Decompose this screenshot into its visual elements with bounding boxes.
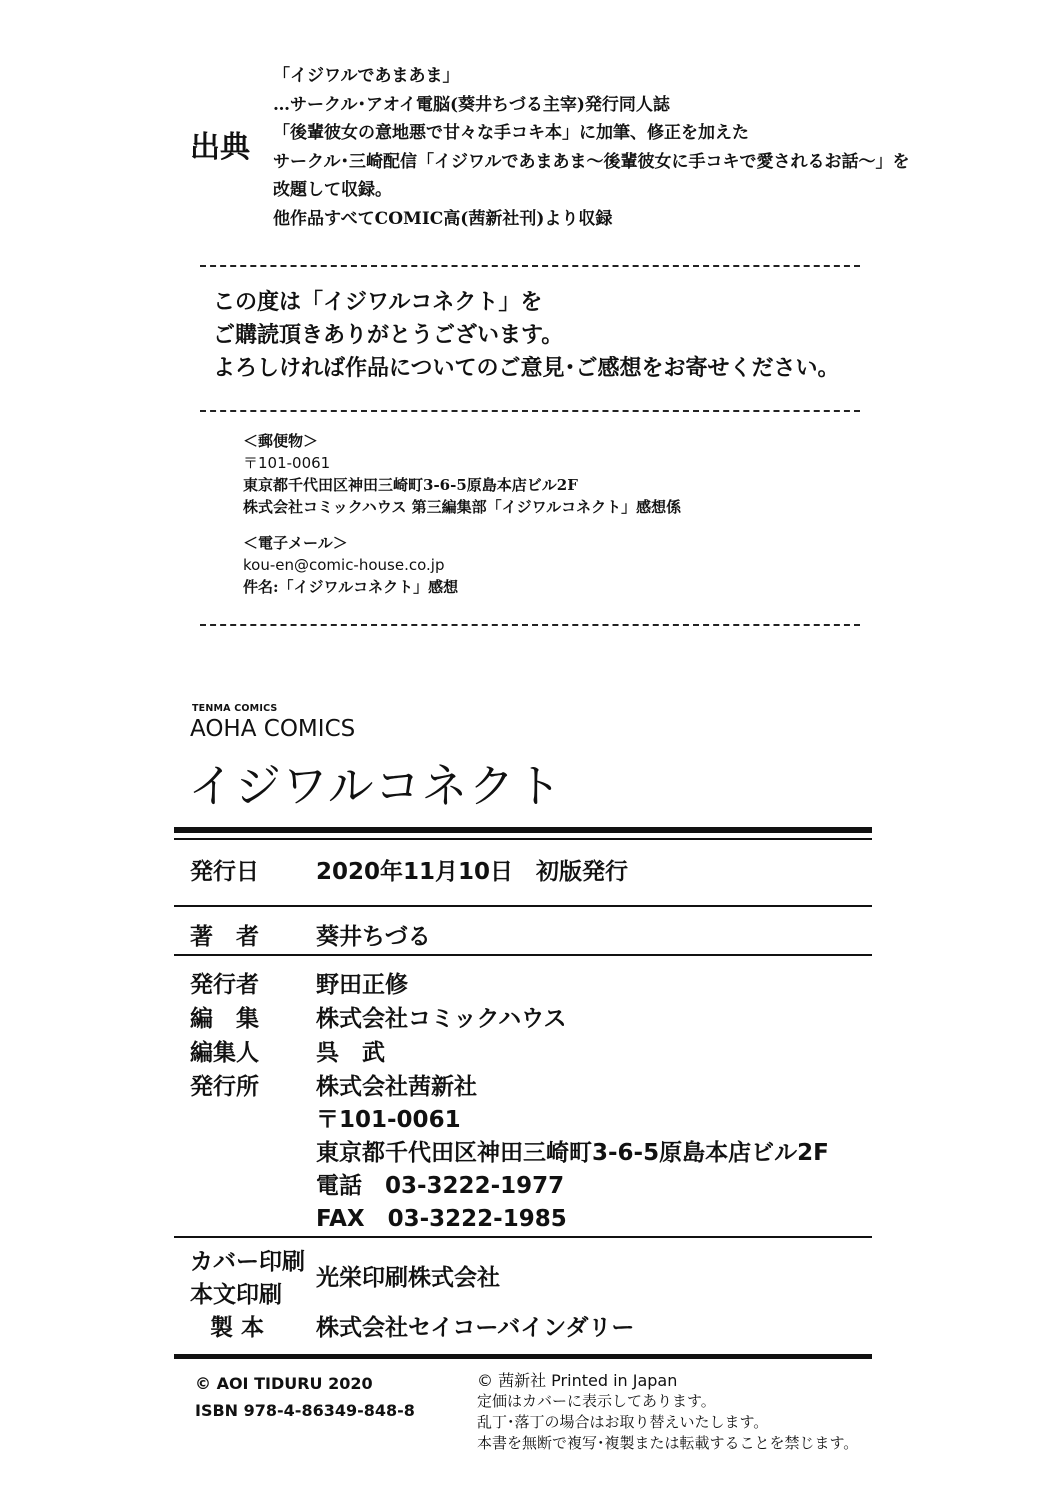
email-subject: 件名:「イジワルコネクト」感想 [243, 578, 459, 596]
colophon-publisher [190, 966, 408, 999]
footer-left [195, 1370, 415, 1424]
row-divider [174, 905, 872, 907]
author-key: 著 者 [190, 924, 259, 950]
colophon-publish-date [190, 853, 628, 886]
source-line: …サークル･アオイ電脳(葵井ちづる主宰)発行同人誌 [273, 94, 670, 115]
publisher-address: 東京都千代田区神田三崎町3-6-5原島本店ビル2F [316, 1140, 829, 1166]
colophon-editor [190, 1000, 566, 1033]
colophon-chief-editor [190, 1034, 385, 1067]
publish-date-value: 2020年11月10日 初版発行 [316, 859, 629, 885]
publisher-fax: FAX 03-3222-1985 [316, 1206, 567, 1232]
source-line: サークル･三崎配信「イジワルであまあま～後輩彼女に手コキで愛されるお話～」を [273, 151, 910, 172]
source-line: 「イジワルであまあま」 [273, 66, 460, 86]
publisher-phone: 電話 03-3222-1977 [316, 1173, 565, 1199]
colophon-body-print [190, 1276, 316, 1309]
footer-note: 乱丁･落丁の場合はお取り替えいたします。 [477, 1413, 769, 1431]
editor-value: 株式会社コミックハウス [316, 1006, 567, 1032]
author-value: 葵井ちづる [316, 924, 431, 950]
contact-info [243, 430, 681, 598]
colophon-author [190, 918, 431, 951]
editor-key: 編 集 [190, 1006, 259, 1032]
row-divider [174, 1236, 872, 1238]
copyright: © AOI TIDURU 2020 [195, 1374, 373, 1393]
thanks-line: この度は「イジワルコネクト」を [213, 289, 543, 315]
book-title: イジワルコネクト [188, 759, 563, 813]
footer-right [477, 1370, 858, 1454]
chief-editor-value: 呉 武 [316, 1040, 385, 1066]
publisher-postal-code: 〒101-0061 [316, 1107, 461, 1133]
publisher-value: 野田正修 [316, 972, 408, 998]
colophon-cover-print [190, 1243, 316, 1276]
mail-postal-code: 〒101-0061 [243, 454, 331, 472]
source-line: 他作品すべてCOMIC高(茜新社刊)より収録 [273, 208, 613, 229]
thick-rule [174, 1354, 872, 1359]
email-heading: ＜電子メール＞ [243, 534, 348, 552]
dashed-divider [200, 624, 860, 626]
mail-address: 東京都千代田区神田三崎町3-6-5原島本店ビル2F [243, 476, 578, 494]
source-line: 改題して収録。 [273, 180, 392, 200]
source-heading: 出典 [190, 130, 250, 165]
dashed-divider [200, 265, 860, 267]
label-aoha-comics: AOHA COMICS [190, 716, 356, 742]
email-address: kou-en@comic-house.co.jp [243, 556, 445, 574]
mail-heading: ＜郵便物＞ [243, 432, 319, 450]
publish-date-key: 発行日 [190, 859, 259, 885]
mail-recipient: 株式会社コミックハウス 第三編集部「イジワルコネクト」感想係 [243, 498, 682, 516]
thanks-line: ご購読頂きありがとうございます。 [213, 322, 564, 348]
publishing-house-key: 発行所 [190, 1074, 259, 1100]
colophon-publishing-house [190, 1068, 477, 1101]
thick-rule [174, 827, 872, 833]
thanks-line: よろしければ作品についてのご意見･ご感想をお寄せください。 [213, 355, 840, 381]
footer-note: 本書を無断で複写･複製または転載することを禁じます。 [477, 1434, 859, 1452]
binding-key: 製 本 [210, 1315, 265, 1341]
source-line: 「後輩彼女の意地悪で甘々な手コキ本」に加筆、修正を加えた [273, 123, 749, 143]
body-print-key: 本文印刷 [190, 1282, 282, 1308]
chief-editor-key: 編集人 [190, 1040, 259, 1066]
thin-rule [174, 838, 872, 840]
printer-name: 光栄印刷株式会社 [316, 1265, 500, 1291]
isbn: ISBN 978-4-86349-848-8 [195, 1401, 415, 1420]
source-text [273, 62, 909, 233]
cover-print-key: カバー印刷 [190, 1249, 305, 1275]
colophon-binding [190, 1309, 634, 1342]
row-divider [174, 954, 872, 956]
publisher-key: 発行者 [190, 972, 259, 998]
publisher-mark: © 茜新社 Printed in Japan [477, 1371, 678, 1390]
thanks-message [213, 286, 840, 385]
binding-value: 株式会社セイコーバインダリー [316, 1315, 635, 1341]
publishing-house-value: 株式会社茜新社 [316, 1074, 477, 1100]
label-tenma-comics: TENMA COMICS [192, 703, 278, 714]
footer-note: 定価はカバーに表示してあります。 [477, 1392, 716, 1410]
dashed-divider [200, 410, 860, 412]
